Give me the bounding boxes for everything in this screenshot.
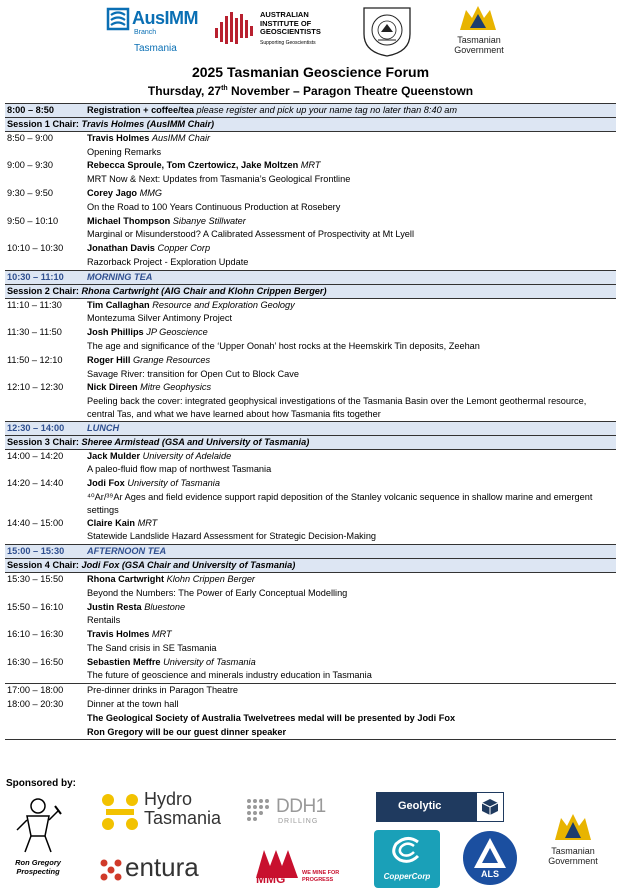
talk-time: 16:10 – 16:30 [7, 629, 64, 640]
break-row [5, 544, 616, 558]
talk-speaker-cell [87, 215, 616, 229]
talk-speaker: Jodi Fox [87, 478, 125, 489]
tasgov-sponsor-line1: Tasmanian [551, 846, 595, 856]
talk-title: Rentails [87, 615, 121, 626]
talk-speaker: Claire Kain [87, 517, 135, 528]
talk-title-cell [87, 491, 616, 517]
tasgov-sponsor-line2: Government [548, 856, 598, 866]
talk-title-spacer [5, 173, 87, 187]
talk-title-row [5, 491, 616, 517]
talk-title: The age and significance of the ‘Upper Oonah’ host rocks at the Heemskirk Tin deposits, Zeehan [87, 340, 480, 351]
talk-title-spacer [5, 340, 87, 354]
talk-organisation: Bluestone [144, 601, 186, 612]
geolytic-cube-icon [481, 798, 499, 816]
registration-label: Registration + coffee/tea [87, 105, 194, 115]
talk-organisation: Resource and Exploration Geology [152, 299, 295, 310]
talk-time: 11:10 – 11:30 [7, 299, 62, 310]
tasgov-top-logo [444, 2, 514, 58]
talk-speaker-cell [87, 477, 616, 491]
evening-block [5, 683, 616, 740]
gsa-seal-icon [360, 4, 414, 58]
aig-line2: INSTITUTE OF [260, 18, 312, 28]
talk-speaker-row [5, 450, 616, 464]
talk-speaker-row [5, 381, 616, 395]
talk-speaker: Rebecca Sproule, Tom Czertowicz, Jake Moltzen [87, 160, 299, 171]
talk-time: 14:20 – 14:40 [7, 478, 64, 489]
talk-title-row [5, 173, 616, 187]
talk-title-row [5, 395, 616, 421]
subtitle-day: Thursday, 27 [147, 84, 222, 98]
talk-title-cell [87, 340, 616, 354]
talk-title-spacer [5, 669, 87, 683]
talk-speaker-row [5, 159, 616, 173]
mmg-tag1: WE MINE FOR [302, 870, 340, 876]
talk-speaker-cell [87, 381, 616, 395]
evening-time [5, 712, 87, 726]
talk-title: On the Road to 100 Years Continuous Production at Rosebery [87, 201, 341, 212]
evening-time: 18:00 – 20:30 [7, 699, 64, 710]
talk-title-cell [87, 395, 616, 421]
mmg-logo [254, 846, 346, 888]
talk-title: Statewide Landslide Hazard Assessment for Strategic Decision-Making [87, 531, 377, 542]
talk-speaker-cell [87, 517, 616, 531]
talk-speaker-row [5, 628, 616, 642]
geolytic-logo [376, 792, 504, 822]
talk-speaker: Tim Callaghan [87, 299, 150, 310]
evening-text: Dinner at the town hall [87, 699, 179, 710]
break-time: 10:30 – 11:10 [7, 271, 64, 282]
ddh1-sub: DRILLING [278, 818, 319, 825]
coppercorp-mark-icon [390, 836, 424, 866]
talk-title-cell [87, 642, 616, 656]
ausimm-wave-icon [106, 6, 130, 32]
talk-title-spacer [5, 587, 87, 601]
hydro-tasmania-logo [100, 790, 235, 834]
coppercorp-name: CopperCorp [383, 872, 431, 881]
talk-title: MRT Now & Next: Updates from Tasmania’s Geological Frontline [87, 174, 351, 185]
talk-organisation: Klohn Crippen Berger [166, 573, 255, 584]
talk-title-cell [87, 146, 616, 160]
break-label: MORNING TEA [87, 271, 153, 282]
prospector-icon [13, 796, 63, 854]
ddh1-dots-icon [246, 798, 272, 824]
evening-row [5, 684, 616, 698]
talk-organisation: AusIMM Chair [151, 132, 211, 143]
evening-text: The Geological Society of Australia Twelvetrees medal will be presented by Jodi Fox [87, 712, 456, 723]
talk-speaker-cell [87, 187, 616, 201]
talk-speaker: Josh Phillips [87, 327, 144, 338]
talk-time: 15:30 – 15:50 [7, 573, 64, 584]
talk-title-cell [87, 173, 616, 187]
hydro-line2: Tasmania [144, 808, 222, 828]
talk-speaker-row [5, 132, 616, 146]
ausimm-name: AusIMM [132, 8, 198, 28]
talk-title-row [5, 201, 616, 215]
talk-speaker-cell [87, 354, 616, 368]
talk-speaker-row [5, 656, 616, 670]
break-time: 12:30 – 14:00 [7, 422, 65, 433]
talk-speaker-cell [87, 628, 616, 642]
aig-line1: AUSTRALIAN [260, 10, 309, 19]
talk-speaker: Nick Direen [87, 382, 138, 393]
talk-speaker-row [5, 354, 616, 368]
talk-title-spacer [5, 642, 87, 656]
talk-speaker-cell [87, 326, 616, 340]
ausimm-branch: Branch [134, 29, 157, 36]
talk-title-spacer [5, 395, 87, 421]
talk-time: 14:00 – 14:20 [7, 450, 64, 461]
aig-tagline: Supporting Geoscientists [260, 39, 316, 46]
geolytic-name: Geolytic [398, 800, 442, 812]
talk-title-cell [87, 201, 616, 215]
talk-organisation: University of Tasmania [127, 478, 220, 489]
session-header [5, 435, 616, 450]
session-header [5, 558, 616, 573]
talk-title-spacer [5, 256, 87, 270]
aig-line3: GEOSCIENTISTS [260, 27, 321, 36]
talk-organisation: Mitre Geophysics [140, 382, 212, 393]
als-name: ALS [481, 869, 499, 879]
talk-title: Peeling back the cover: integrated geophysical investigations of the Tasmania Basin over the Lemont geothermal resource, central Tas, and what we have learned about how Tasmania fits together [87, 396, 587, 419]
entura-logo [100, 852, 240, 886]
talk-title-row [5, 146, 616, 160]
talk-title-row [5, 312, 616, 326]
talk-speaker-cell [87, 159, 616, 173]
session-prefix: Session 3 Chair: [7, 436, 82, 447]
talk-title-row [5, 340, 616, 354]
talk-title-cell [87, 669, 616, 683]
talk-speaker-row [5, 601, 616, 615]
talk-title: The Sand crisis in SE Tasmania [87, 642, 217, 653]
program-schedule [5, 103, 616, 740]
coppercorp-logo [374, 830, 440, 888]
talk-title-cell [87, 463, 616, 477]
talk-speaker-row [5, 299, 616, 313]
talk-time: 9:50 – 10:10 [7, 215, 59, 226]
talk-speaker-cell [87, 601, 616, 615]
talk-time: 16:30 – 16:50 [7, 656, 64, 667]
hydro-line1: Hydro [144, 789, 193, 809]
gsa-logo [360, 4, 414, 58]
talk-title-spacer [5, 228, 87, 242]
talk-title-cell [87, 228, 616, 242]
talk-speaker-row [5, 326, 616, 340]
talk-speaker: Travis Holmes [87, 132, 150, 143]
talk-title-row [5, 368, 616, 382]
evening-row [5, 712, 616, 726]
ron-gregory-line1: Ron Gregory [15, 858, 61, 867]
talk-title-spacer [5, 312, 87, 326]
talk-organisation: Sibanye Stillwater [172, 215, 246, 226]
registration-note: please register and pick up your name tag no later than 8:40 am [196, 105, 458, 115]
talk-speaker-row [5, 573, 616, 587]
talk-title-cell [87, 614, 616, 628]
aig-logo [214, 8, 364, 52]
page-title: 2025 Tasmanian Geoscience Forum [191, 64, 430, 80]
talk-time: 9:00 – 9:30 [7, 160, 53, 171]
tasgov-sponsor-logo [538, 808, 608, 872]
talk-title-row [5, 463, 616, 477]
talk-title-spacer [5, 463, 87, 477]
break-row [5, 421, 616, 435]
talk-time: 12:10 – 12:30 [7, 382, 64, 393]
evening-row [5, 726, 616, 740]
talk-title: Razorback Project - Exploration Update [87, 256, 249, 267]
talk-title: The future of geoscience and minerals industry education in Tasmania [87, 670, 372, 681]
talk-title: A paleo-fluid flow map of northwest Tasmania [87, 464, 272, 475]
session-chair: Travis Holmes (AusIMM Chair) [81, 118, 215, 129]
tasgov-top-line2: Government [454, 45, 504, 55]
talk-speaker-row [5, 477, 616, 491]
talk-organisation: JP Geoscience [146, 327, 208, 338]
talk-speaker: Corey Jago [87, 187, 138, 198]
talk-speaker-cell [87, 242, 616, 256]
entura-name: entura [125, 852, 199, 882]
talk-title-row [5, 614, 616, 628]
talk-speaker-cell [87, 573, 616, 587]
subtitle-venue: November – Paragon Theatre Queenstown [227, 84, 474, 98]
talk-title: Marginal or Misunderstood? A Calibrated Assessment of Prospectivity at Mt Lyell [87, 229, 414, 240]
tasmanian-tiger-icon [456, 2, 500, 34]
talk-title-row [5, 256, 616, 270]
talk-speaker-cell [87, 299, 616, 313]
talk-title-row [5, 642, 616, 656]
talk-speaker: Rhona Cartwright [87, 573, 165, 584]
hydro-mark-icon [100, 792, 140, 832]
session-prefix: Session 1 Chair: [7, 118, 82, 129]
talk-title: Savage River: transition for Open Cut to Block Cave [87, 368, 299, 379]
session-prefix: Session 2 Chair: [7, 285, 82, 296]
talk-title-spacer [5, 368, 87, 382]
talk-speaker: Roger Hill [87, 354, 131, 365]
session-header [5, 117, 616, 132]
talk-title: Opening Remarks [87, 146, 162, 157]
talk-speaker-cell [87, 656, 616, 670]
ddh1-logo [246, 796, 336, 832]
evening-text: Ron Gregory will be our guest dinner speaker [87, 726, 287, 737]
talk-speaker-row [5, 242, 616, 256]
talk-organisation: MRT [300, 160, 321, 171]
talk-speaker-row [5, 187, 616, 201]
tasgov-top-line1: Tasmanian [457, 35, 501, 45]
talk-title: Beyond the Numbers: The Power of Early Conceptual Modelling [87, 587, 348, 598]
evening-time [5, 726, 87, 740]
talk-organisation: Grange Resources [132, 354, 211, 365]
talk-title-cell [87, 587, 616, 601]
talk-organisation: MRT [137, 517, 158, 528]
talk-speaker-row [5, 517, 616, 531]
talk-title-cell [87, 368, 616, 382]
talk-title-row [5, 587, 616, 601]
talk-title-spacer [5, 614, 87, 628]
talk-time: 14:40 – 15:00 [7, 517, 64, 528]
talk-title-spacer [5, 530, 87, 544]
page-subtitle [0, 82, 621, 98]
talk-time: 11:50 – 12:10 [7, 354, 63, 365]
talk-organisation: MMG [139, 187, 163, 198]
talk-title-spacer [5, 146, 87, 160]
mmg-tag2: PROGRESS [302, 876, 334, 883]
ausimm-tasmania: Tasmania [134, 43, 177, 54]
talk-speaker: Jack Mulder [87, 450, 141, 461]
sponsored-by-label: Sponsored by: [6, 778, 77, 789]
talk-title-cell [87, 530, 616, 544]
talk-title-spacer [5, 201, 87, 215]
session-header [5, 284, 616, 299]
ausimm-logo [106, 6, 206, 56]
aig-bars-icon [214, 10, 256, 48]
talk-speaker-cell [87, 132, 616, 146]
talk-title-cell [87, 256, 616, 270]
talk-speaker: Michael Thompson [87, 215, 171, 226]
registration-time: 8:00 – 8:50 [7, 105, 54, 115]
session-prefix: Session 4 Chair: [7, 559, 82, 570]
break-time: 15:00 – 15:30 [7, 546, 65, 557]
talk-time: 15:50 – 16:10 [7, 601, 64, 612]
evening-time: 17:00 – 18:00 [7, 685, 64, 696]
ron-gregory-logo [6, 796, 70, 886]
talk-speaker: Jonathan Davis [87, 243, 155, 254]
break-label: LUNCH [87, 422, 120, 433]
break-row [5, 270, 616, 284]
mmg-main: MMG [256, 872, 286, 886]
talk-organisation: University of Tasmania [163, 656, 256, 667]
ron-gregory-line2: Prospecting [16, 867, 60, 876]
evening-row [5, 698, 616, 712]
subtitle-suffix: th [221, 85, 228, 92]
talk-speaker-cell [87, 450, 616, 464]
entura-mark-icon [100, 859, 122, 881]
evening-text: Pre-dinner drinks in Paragon Theatre [87, 685, 238, 696]
talk-title: Montezuma Silver Antimony Project [87, 313, 233, 324]
talk-title-spacer [5, 491, 87, 517]
talk-time: 11:30 – 11:50 [7, 327, 62, 338]
registration-row [5, 103, 616, 117]
talk-time: 9:30 – 9:50 [7, 187, 53, 198]
ddh1-main: DDH1 [276, 796, 326, 817]
talk-title: ⁴⁰Ar/³⁹Ar Ages and field evidence support rapid deposition of the Stanley volcanic sequence in shallow marine and emergent settings [87, 491, 593, 515]
tasmanian-tiger-sponsor-icon [551, 810, 595, 844]
talk-time: 10:10 – 10:30 [7, 243, 64, 254]
session-chair: Rhona Cartwright (AIG Chair and Klohn Crippen Berger) [81, 285, 327, 296]
talk-time: 8:50 – 9:00 [7, 132, 53, 143]
talk-title-cell [87, 312, 616, 326]
als-logo [462, 830, 518, 886]
talk-title-row [5, 669, 616, 683]
talk-organisation: University of Adelaide [142, 450, 232, 461]
break-label: AFTERNOON TEA [87, 546, 167, 557]
talk-speaker: Justin Resta [87, 601, 142, 612]
talk-title-row [5, 228, 616, 242]
session-chair: Sheree Armistead (GSA and University of Tasmania) [81, 436, 310, 447]
talk-speaker: Travis Holmes [87, 629, 150, 640]
talk-speaker-row [5, 215, 616, 229]
session-chair: Jodi Fox (GSA Chair and University of Tasmania) [81, 559, 296, 570]
talk-organisation: Copper Corp [157, 243, 211, 254]
talk-organisation: MRT [151, 629, 172, 640]
talk-speaker: Sebastien Meffre [87, 656, 161, 667]
talk-title-row [5, 530, 616, 544]
